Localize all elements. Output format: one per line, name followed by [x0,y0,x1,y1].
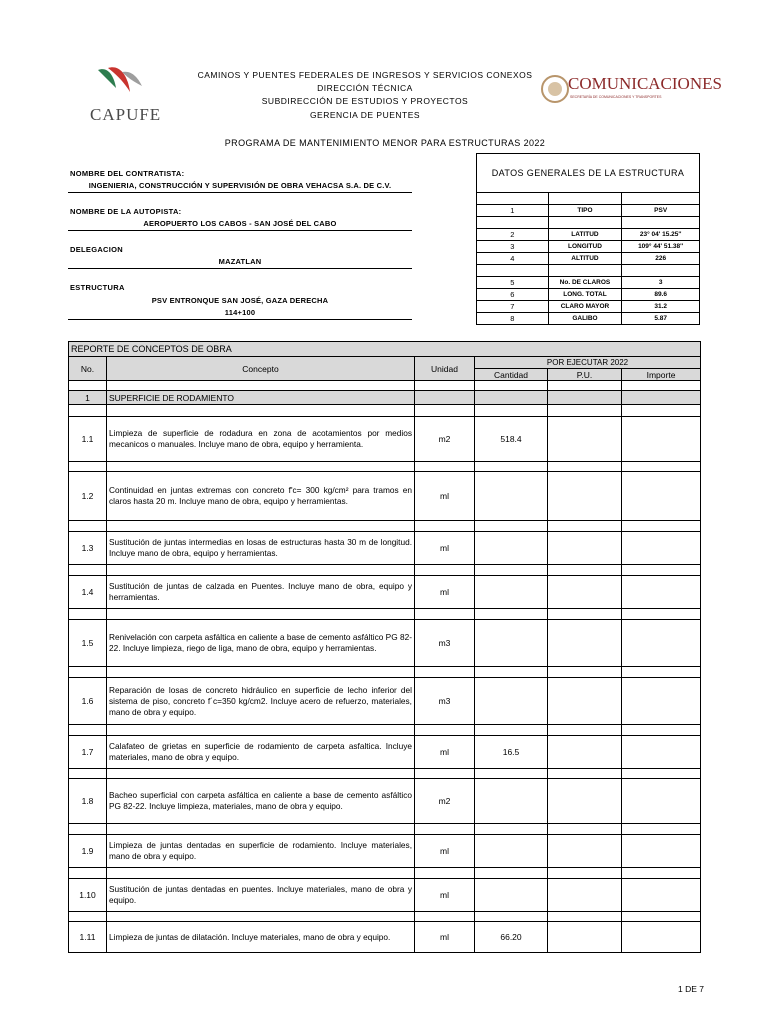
item-unit: ml [415,576,475,609]
page-number: 1 DE 7 [678,984,704,994]
gd-value: 5.87 [622,313,700,325]
item-desc: Sustitución de juntas dentadas en puentes. Incluye materiales, mano de obra y equipo. [107,879,415,912]
item-no: 1.8 [69,779,107,824]
gd-n: 3 [477,241,549,253]
table-row [69,736,701,769]
contractor-value: INGENIERIA, CONSTRUCCIÓN Y SUPERVISIÓN DE OBRA VEHACSA S.A. DE C.V. [88,181,392,190]
gd-label: No. DE CLAROS [548,277,622,289]
capufe-logo-text: CAPUFE [90,105,162,124]
gd-n: 2 [477,229,549,241]
item-qty [475,678,548,725]
table-row [69,678,701,725]
item-no: 1.7 [69,736,107,769]
item-unit: m3 [415,620,475,667]
item-no: 1.5 [69,620,107,667]
item-desc: Renivelación con carpeta asfáltica en caliente a base de cemento asfáltico PG 82-22. Incluye limpieza, riego de liga, mano de obra, equipo y herramientas. [107,620,415,667]
capufe-emblem-icon [86,62,166,100]
col-header-group: POR EJECUTAR 2022 [475,357,701,369]
table-row [69,417,701,462]
col-header-unit: Unidad [415,357,475,381]
capufe-logo [86,62,166,122]
gd-n: 5 [477,277,549,289]
item-unit: m2 [415,779,475,824]
sct-logo-subtext: SECRETARÍA DE COMUNICACIONES Y TRANSPORTES [570,95,662,99]
concepts-table [68,341,701,953]
item-unit: ml [415,472,475,521]
item-desc: Reparación de losas de concreto hidráulico en superficie de lecho inferior del sistema de piso, concreto f´c=350 kg/cm2. Incluye acero de refuerzo, materiales, mano de obra y equipo. [107,678,415,725]
header-line-3: SUBDIRECCIÓN DE ESTUDIOS Y PROYECTOS [261,96,469,106]
section-no: 1 [69,391,107,405]
item-qty: 16.5 [475,736,548,769]
item-qty [475,835,548,868]
gd-value: 3 [622,277,700,289]
gd-label: LONG. TOTAL [548,289,622,301]
gd-label: GALIBO [548,313,622,325]
table-row [69,879,701,912]
item-desc: Limpieza de superficie de rodadura en zona de acotamientos por medios mecanicos o manuales. Incluye mano de obra, equipo y herramienta. [107,417,415,462]
item-desc: Continuidad en juntas extremas con concreto f'c= 300 kg/cm² para tramos en claros hasta 20 m. Incluye mano de obra, equipo y herramientas. [107,472,415,521]
header-line-4: GERENCIA DE PUENTES [309,110,421,120]
gd-value: 31.2 [622,301,700,313]
contractor-label: NOMBRE DEL CONTRATISTA: [70,169,185,178]
item-unit: m2 [415,417,475,462]
item-desc: Bacheo superficial con carpeta asfáltica en caliente a base de cemento asfáltico PG 82-22. Incluye limpieza, materiales, mano de obra y equipo. [107,779,415,824]
col-header-no: No. [69,357,107,381]
gd-label: LONGITUD [548,241,622,253]
gd-value: PSV [622,205,700,217]
item-unit: ml [415,532,475,565]
item-unit: ml [415,922,475,953]
item-desc: Limpieza de juntas dentadas en superficie de rodamiento. Incluye materiales, mano de obra y equipo. [107,835,415,868]
item-unit: ml [415,835,475,868]
item-qty [475,576,548,609]
delegation-value: MAZATLAN [218,257,262,266]
general-data-table [476,153,700,325]
structure-value: PSV ENTRONQUE SAN JOSÉ, GAZA DERECHA [151,296,329,305]
gd-n: 6 [477,289,549,301]
item-unit: ml [415,736,475,769]
structure-label: ESTRUCTURA [70,283,125,292]
structure-km: 114+100 [224,308,256,317]
item-desc: Calafateo de grietas en superficie de rodamiento de carpeta asfaltica. Incluye materiales, mano de obra y equipo. [107,736,415,769]
gd-value: 226 [622,253,700,265]
table-row [69,835,701,868]
item-qty: 518.4 [475,417,548,462]
gd-n: 1 [477,205,549,217]
item-no: 1.9 [69,835,107,868]
item-qty [475,472,548,521]
gd-label: CLARO MAYOR [548,301,622,313]
item-unit: ml [415,879,475,912]
item-desc: Sustitución de juntas intermedias en losas de estructuras hasta 30 m de longitud. Incluye mano de obra, equipo y herramientas. [107,532,415,565]
table-row [69,532,701,565]
item-qty [475,779,548,824]
sct-logo [540,70,722,110]
header-line-1: CAMINOS Y PUENTES FEDERALES DE INGRESOS Y SERVICIOS CONEXOS [197,70,533,80]
item-no: 1.11 [69,922,107,953]
table-row [69,472,701,521]
report-title: REPORTE DE CONCEPTOS DE OBRA [69,342,701,357]
section-title: SUPERFICIE DE RODAMIENTO [107,391,415,405]
item-desc: Limpieza de juntas de dilatación. Incluye materiales, mano de obra y equipo. [107,922,415,953]
gd-n: 7 [477,301,549,313]
header-line-2: DIRECCIÓN TÉCNICA [317,83,413,93]
item-qty [475,879,548,912]
item-no: 1.10 [69,879,107,912]
gd-n: 8 [477,313,549,325]
table-row [69,922,701,953]
gd-label: ALTITUD [548,253,622,265]
item-no: 1.3 [69,532,107,565]
delegation-label: DELEGACION [70,245,124,254]
table-row [69,779,701,824]
item-qty: 66.20 [475,922,548,953]
general-data-title: DATOS GENERALES DE LA ESTRUCTURA [477,154,700,193]
sct-logo-text: COMUNICACIONES [568,74,722,93]
item-unit: m3 [415,678,475,725]
item-no: 1.4 [69,576,107,609]
gd-value: 23° 04' 15.25'' [622,229,700,241]
gd-label: TIPO [548,205,622,217]
item-no: 1.2 [69,472,107,521]
item-no: 1.1 [69,417,107,462]
program-title: PROGRAMA DE MANTENIMIENTO MENOR PARA ESTRUCTURAS 2022 [224,138,546,148]
col-header-amount: Importe [622,369,701,381]
item-qty [475,532,548,565]
gd-value: 89.6 [622,289,700,301]
highway-value: AEROPUERTO LOS CABOS - SAN JOSÉ DEL CABO [143,219,337,228]
item-qty [475,620,548,667]
highway-label: NOMBRE DE LA AUTOPISTA: [70,207,182,216]
col-header-pu: P.U. [548,369,622,381]
gd-label: LATITUD [548,229,622,241]
col-header-qty: Cantidad [475,369,548,381]
table-row [69,576,701,609]
gd-n: 4 [477,253,549,265]
table-row [69,620,701,667]
item-desc: Sustitución de juntas de calzada en Puentes. Incluye mano de obra, equipo y herramientas. [107,576,415,609]
gd-value: 109° 44' 51.38'' [622,241,700,253]
col-header-concept: Concepto [107,357,415,381]
item-no: 1.6 [69,678,107,725]
